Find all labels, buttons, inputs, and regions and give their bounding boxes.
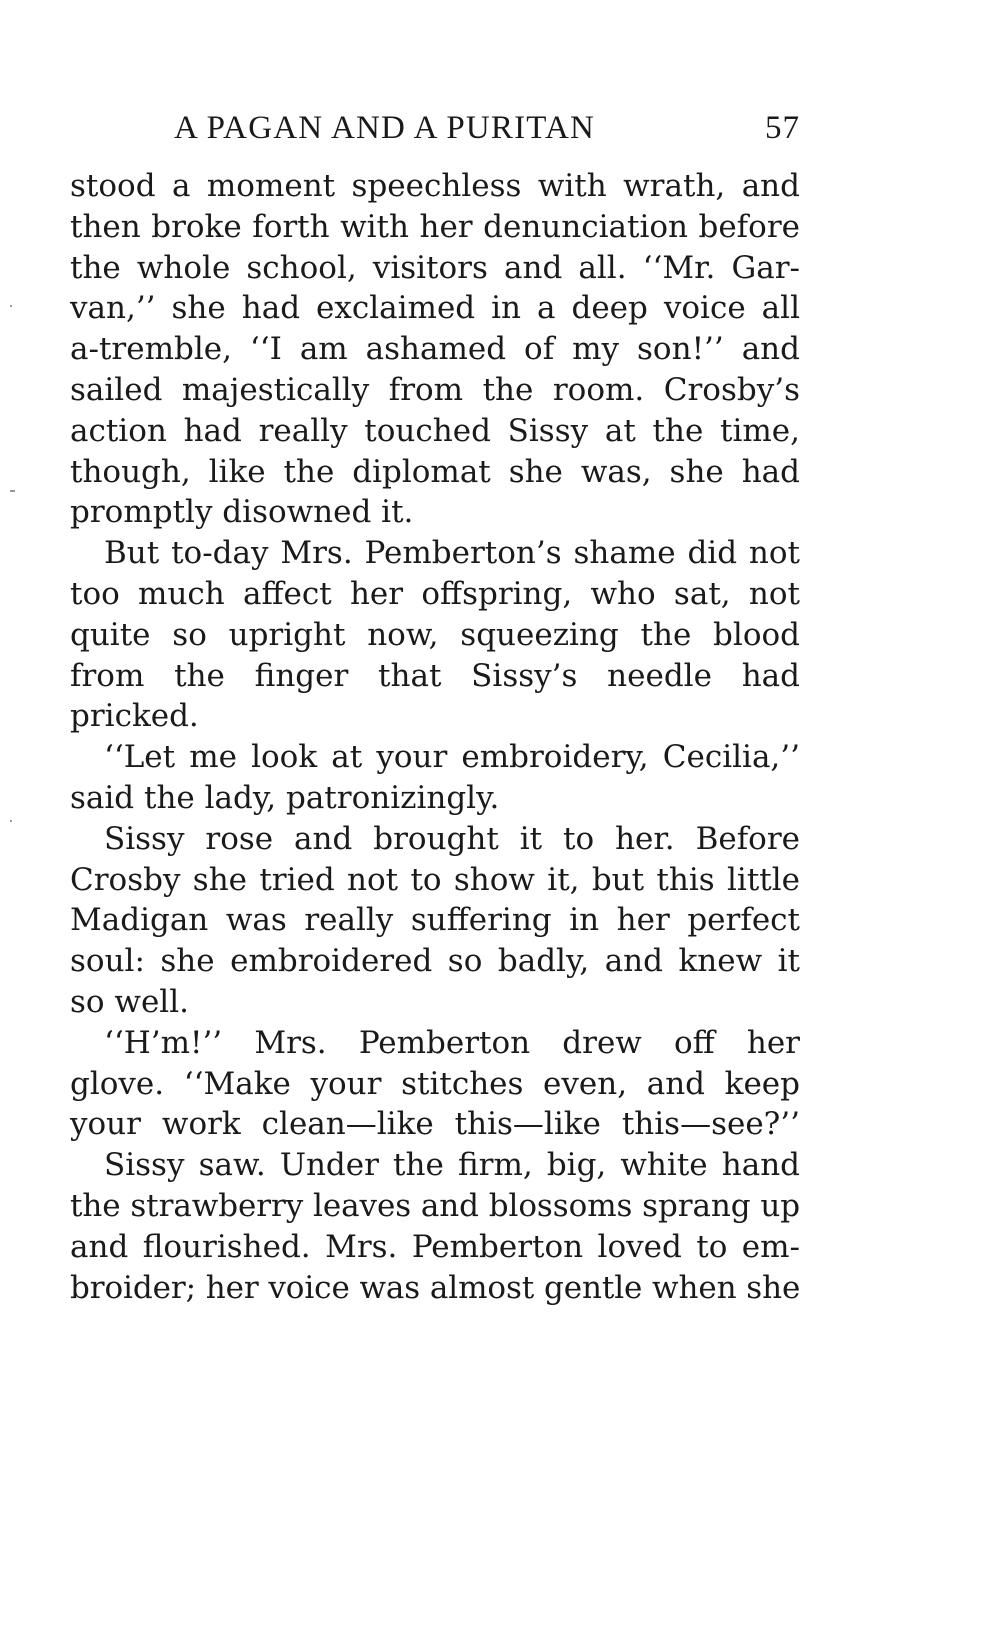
text-line: Sissy rose and brought it to her. Before	[104, 820, 800, 857]
text-line: so well.	[70, 983, 189, 1020]
text-line: Crosby she tried not to show it, but this little	[70, 861, 800, 898]
scan-speck	[10, 820, 12, 822]
text-line: then broke forth with her denunciation before	[70, 208, 800, 245]
text-line: stood a moment speechless with wrath, and	[70, 168, 800, 204]
text-line: your work clean—like this—like this—see?’’	[70, 1106, 800, 1143]
text-line: too much affect her offspring, who sat, not	[70, 575, 800, 612]
text-line: said the lady, patronizingly.	[70, 779, 500, 816]
text-line: But to-day Mrs. Pemberton’s shame did not	[104, 535, 800, 572]
text-line: promptly disowned it.	[70, 494, 414, 531]
text-line: soul: she embroidered so badly, and knew it	[70, 943, 800, 980]
text-line: sailed majestically from the room. Crosby’s	[70, 371, 800, 408]
text-line: ‘‘H’m!’’ Mrs. Pemberton drew off her	[104, 1024, 800, 1061]
page-number: 57	[765, 110, 800, 146]
running-title: A PAGAN AND A PURITAN	[174, 110, 596, 146]
text-line: van,’’ she had exclaimed in a deep voice all	[70, 290, 800, 327]
text-line: broider; her voice was almost gentle when she	[70, 1269, 801, 1306]
text-line: and flourished. Mrs. Pemberton loved to em-	[70, 1228, 800, 1265]
text-line: glove. ‘‘Make your stitches even, and keep	[70, 1065, 800, 1102]
text-line: from the finger that Sissy’s needle had	[70, 657, 800, 694]
text-line: quite so upright now, squeezing the blood	[70, 616, 800, 653]
body-text	[70, 166, 800, 1308]
scan-speck	[10, 305, 12, 307]
text-line: the whole school, visitors and all. ‘‘Mr. Gar-	[70, 249, 800, 286]
text-line: the strawberry leaves and blossoms sprang up	[70, 1187, 801, 1224]
text-line: Madigan was really suffering in her perfect	[70, 902, 800, 939]
scan-speck	[10, 490, 15, 492]
text-line: though, like the diplomat she was, she had	[70, 453, 800, 490]
text-line: a-tremble, ‘‘I am ashamed of my son!’’ and	[70, 331, 800, 368]
running-header	[70, 110, 800, 154]
book-page	[70, 110, 800, 1308]
text-line: action had really touched Sissy at the time,	[70, 412, 800, 449]
text-line: pricked.	[70, 698, 199, 735]
text-line: ‘‘Let me look at your embroidery, Cecilia,’’	[104, 739, 800, 776]
text-line: Sissy saw. Under the firm, big, white hand	[104, 1147, 800, 1184]
